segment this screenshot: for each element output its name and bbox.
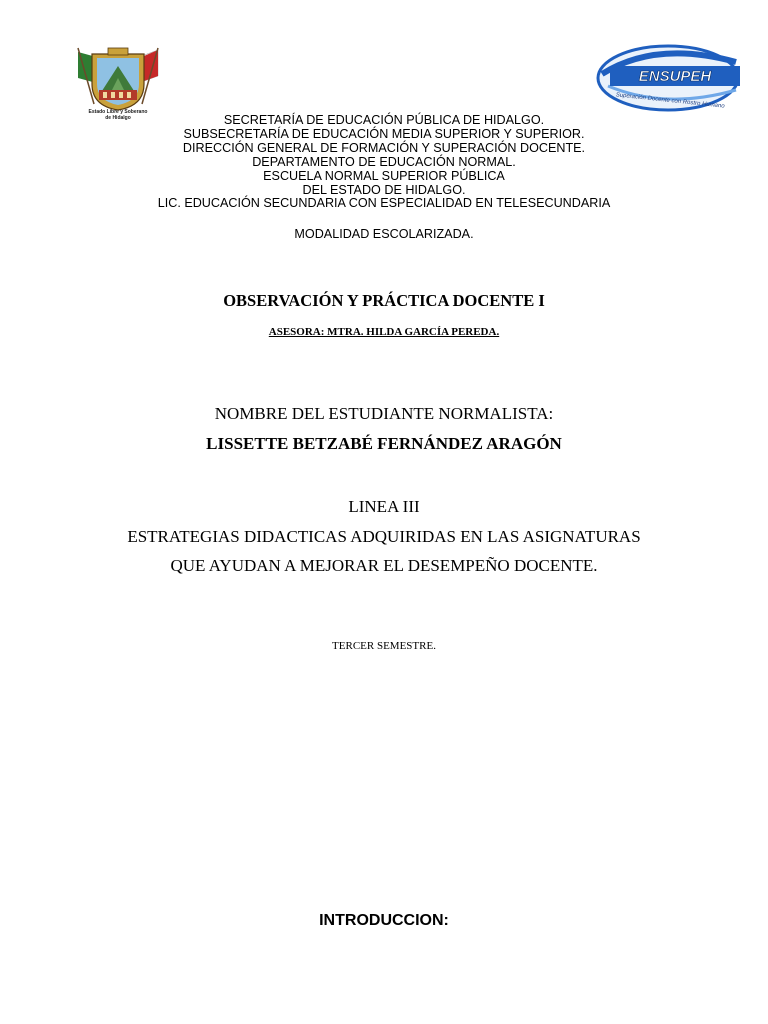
header-line: SECRETARÍA DE EDUCACIÓN PÚBLICA DE HIDALGO. [223, 113, 545, 127]
linea-title-line-1: ESTRATEGIAS DIDACTICAS ADQUIRIDAS EN LAS ASIGNATURAS [127, 526, 641, 546]
asesora-text: ASESORA: MTRA. HILDA GARCÍA PEREDA. [268, 326, 500, 338]
modalidad-text: MODALIDAD ESCOLARIZADA. [294, 227, 474, 241]
header-line: SUBSECRETARÍA DE EDUCACIÓN MEDIA SUPERIOR Y SUPERIOR. [183, 126, 585, 141]
semestre-text: TERCER SEMESTRE. [332, 640, 436, 652]
linea-number: LINEA III [348, 497, 420, 516]
institution-header [0, 114, 768, 211]
caption-line-2: de Hidalgo [105, 115, 131, 121]
ensupeh-emblem-icon [596, 40, 746, 120]
header-line: DIRECCIÓN GENERAL DE FORMACIÓN Y SUPERACIÓN DOCENTE. [182, 140, 586, 155]
linea-title-line-2: QUE AYUDAN A MEJORAR EL DESEMPEÑO DOCENTE. [170, 556, 598, 575]
header-line: DEL ESTADO DE HIDALGO. [302, 182, 466, 197]
introduction-heading: INTRODUCCION: [319, 912, 449, 929]
linea-block [0, 492, 768, 581]
ensupeh-brand-text: ENSUPEH [638, 68, 712, 85]
header-line: ESCUELA NORMAL SUPERIOR PÚBLICA [263, 168, 505, 183]
ensupeh-logo [596, 40, 746, 120]
ensupeh-tagline-text: Superación Docente con Rostro Humano [615, 92, 725, 110]
asesora-line [0, 326, 768, 338]
coat-of-arms-icon [70, 44, 166, 112]
caption-line-1: Estado Libre y Soberano [88, 109, 148, 115]
course-title: OBSERVACIÓN Y PRÁCTICA DOCENTE I [223, 291, 545, 310]
header-line: DEPARTAMENTO DE EDUCACIÓN NORMAL. [252, 154, 516, 169]
student-name: LISSETTE BETZABÉ FERNÁNDEZ ARAGÓN [206, 434, 562, 453]
header-line: LIC. EDUCACIÓN SECUNDARIA CON ESPECIALIDAD EN TELESECUNDARIA [157, 196, 611, 211]
student-label: NOMBRE DEL ESTUDIANTE NORMALISTA: [214, 404, 554, 423]
